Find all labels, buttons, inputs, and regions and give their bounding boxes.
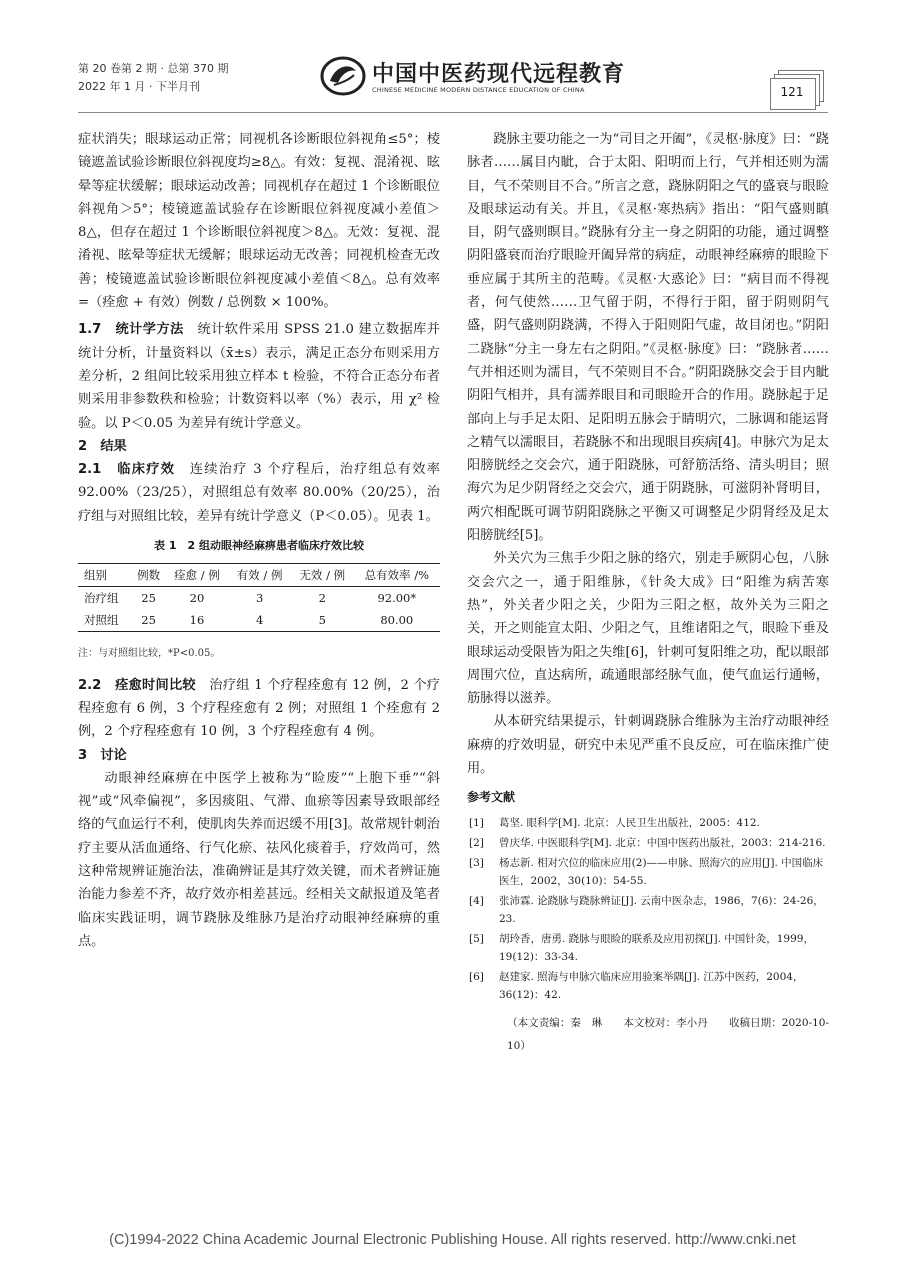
ref-text: 赵建家. 照海与申脉穴临床应用验案举隅[J]. 江苏中医药，2004，36(12)：42.	[499, 970, 804, 1001]
ref-text: 胡玲香，唐勇. 跷脉与眼睑的联系及应用初探[J]. 中国针灸，1999，19(12)：33-34.	[499, 932, 814, 963]
section-3-title: 3 讨论	[78, 747, 127, 763]
col-cases: 例数	[137, 568, 161, 583]
journal-masthead	[320, 55, 626, 99]
section-2-2-title: 2.2 痊愈时间比较	[78, 677, 196, 693]
discussion-paragraph-2: 跷脉主要功能之一为“司目之开阖”，《灵枢·脉度》曰：“跷脉者……属目内眦，合于太阳、阳明而上行，气并相还则为濡目，气不荣则目不合。”所言之意，跷脉阴阳之气的盛衰与眼睑及眼球运动有关。并且，《灵枢·寒热病》指出：“阳气盛则瞋目，阴气盛则瞑目。”跷脉有分主一身之阴阳的功能，通过调整阴阳盛衰而治疗眼睑开阖异常的病症，动眼神经麻痹的眼睑下垂应属于其所主的范畴。《灵枢·大惑论》曰：“病目而不得视者，何气使然……卫气留于阴，不得行于阳，留于阴则阴气盛，阴气盛则阴跷满，不得入于阳则阳气虚，故目闭也。”阴阳二跷脉“分主一身左右之阴阳。”《灵枢·脉度》曰：“跷脉者……气并相还则为濡目，气不荣则目不合。”阴阳跷脉交会于目内眦阴阳气相并，具有濡养眼目和司眼睑开合的作用。跷脉起于足部向上与手足太阳、足阳明五脉会于睛明穴，二脉调和能运肾之精气以濡眼目，若跷脉不和出现眼目疾病[4]。申脉穴为足太阳膀胱经之交会穴，通于阳跷脉，可舒筋活络、清头明目；照海穴为足少阴肾经之交会穴，通于阴跷脉，可滋阴补肾明目，两穴相配既可调节阴阳跷脉之平衡又可调整足少阴肾经及足太阳膀胱经[5]。	[467, 132, 829, 544]
cell: 16	[189, 613, 205, 628]
results-2-2	[78, 674, 440, 744]
col-ineffective: 无效 / 例	[299, 568, 346, 583]
page-number: 121	[780, 85, 804, 99]
ref-text: 葛坚. 眼科学[M]. 北京：人民卫生出版社，2005：412.	[499, 816, 760, 829]
ref-number: [6]	[469, 970, 484, 983]
cell: 2	[318, 591, 326, 606]
discussion-paragraph-3: 外关穴为三焦手少阳之脉的络穴，别走手厥阴心包，八脉交会穴之一，通于阳维脉，《针灸大成》曰“阳维为病苦寒热”，外关者少阳之关，少阳为三阳之枢，故外关为三阳之关，开之则能宣太阳、少阳之气，且维诸阳之气，眼睑下垂及眼球运动受限皆为阳之失维[6]，针刺可复阳维之功，配以眼部周围穴位，直达病所，疏通眼部经脉气血，使气血运行通畅，筋脉得以滋养。	[467, 551, 829, 707]
cell: 对照组	[84, 613, 119, 628]
ref-text: 曾庆华. 中医眼科学[M]. 北京：中国中医药出版社，2003：214-216.	[499, 836, 826, 849]
results-2-1	[78, 458, 440, 528]
reference-item	[467, 834, 829, 852]
journal-title-cn: 中国中医药现代远程教育	[372, 62, 626, 87]
table-header-row	[78, 564, 440, 587]
efficacy-table	[78, 563, 440, 632]
ref-number: [4]	[469, 894, 484, 907]
section-1-7-title: 1.7 统计学方法	[78, 322, 184, 338]
col-cured: 痊愈 / 例	[174, 568, 220, 583]
section-1-7-text: 统计软件采用 SPSS 21.0 建立数据库并统计分析，计量资料以（x̄±s）表示，满足正态分布则采用方差分析，2 组间比较采用独立样本 t 检验，不符合正态分布者则采用非参数秩和检验；计数资料以率（%）表示，用 χ² 检验。以 P＜0.05 为差异有统计学意义。	[78, 322, 440, 431]
table-title: 表 1 2 组动眼神经麻痹患者临床疗效比较	[154, 539, 364, 553]
editor-info: （本文责编：秦 琳 本文校对：李小丹 收稿日期：2020-10-10）	[507, 1016, 829, 1052]
left-column	[78, 128, 440, 953]
section-2-title: 2 结果	[78, 438, 127, 454]
ref-number: [5]	[469, 932, 484, 945]
col-group: 组别	[84, 568, 107, 583]
reference-item	[467, 892, 829, 928]
section-2-2-text: 治疗组 1 个疗程痊愈有 12 例，2 个疗程痊愈有 6 例，3 个疗程痊愈有 2 例；对照组 1 个痊愈有 2 例，2 个疗程痊愈有 10 例，3 个疗程痊愈有 4 例。	[78, 677, 440, 740]
discussion-paragraph-1: 动眼神经麻痹在中医学上被称为“睑废”“上胞下垂”“斜视”或“风牵偏视”，多因痰阻、气滞、血瘀等因素导致眼部经络的气血运行不利，使肌肉失养而迟缓不用[3]。故常规针刺治疗主要从活血通络、行气化瘀、祛风化痰着手，疗效尚可，然这种常规辨证施治法，准确辨证是其疗效关键，而术者辨证施治能力参差不齐，故疗效亦相差甚远。经相关文献报道及笔者临床实践证明，调节跷脉及维脉乃是治疗动眼神经麻痹的重点。	[78, 770, 440, 949]
criteria-paragraph: 症状消失；眼球运动正常；同视机各诊断眼位斜视角≤5°；棱镜遮盖试验诊断眼位斜视度均≥8△。有效：复视、混淆视、眩晕等症状缓解；眼球运动改善；同视机存在超过 1 个诊断眼位斜视角＞5°；棱镜遮盖试验存在诊断眼位斜视度减小差值＞8△，但存在超过 1 个诊断眼位斜视度＞8△。无效：复视、混淆视、眩晕等症状无缓解；眼球运动无改善；同视机检查无改善；棱镜遮盖试验诊断眼位斜视度减小差值＜8△。总有效率 =（痊愈 + 有效）例数 / 总例数 × 100%。	[78, 132, 440, 311]
journal-logo-icon	[320, 55, 366, 97]
date-line: 2022 年 1 月 · 下半月刊	[78, 80, 200, 93]
table-row	[78, 587, 440, 610]
issue-info	[78, 60, 228, 96]
right-column	[467, 128, 829, 1058]
section-2-1-title: 2.1 临床疗效	[78, 462, 176, 478]
references-title: 参考文献	[467, 790, 516, 805]
page-number-box	[770, 70, 822, 110]
cell: 25	[141, 613, 156, 628]
reference-item	[467, 814, 829, 832]
cell: 20	[189, 591, 205, 606]
reference-item	[467, 930, 829, 966]
header-rule	[78, 112, 828, 113]
col-total-rate: 总有效率 /%	[364, 568, 430, 583]
stats-section	[78, 318, 440, 434]
journal-title-en: CHINESE MEDICINE MODERN DISTANCE EDUCATION OF CHINA	[372, 86, 585, 94]
reference-item	[467, 968, 829, 1004]
ref-number: [3]	[469, 856, 484, 869]
ref-number: [1]	[469, 816, 484, 829]
volume-line: 第 20 卷第 2 期 · 总第 370 期	[78, 62, 229, 75]
cell: 5	[318, 613, 326, 628]
conclusion-paragraph: 从本研究结果提示，针刺调跷脉合维脉为主治疗动眼神经麻痹的疗效明显，研究中未见严重不良反应，可在临床推广使用。	[467, 714, 829, 777]
copyright-footer: (C)1994-2022 China Academic Journal Electronic Publishing House. All rights reserved. http://www.cnki.net	[109, 1232, 796, 1248]
ref-number: [2]	[469, 836, 484, 849]
table-note: 注：与对照组比较，*P<0.05。	[78, 648, 221, 660]
references-list	[467, 814, 829, 1004]
table-row	[78, 609, 440, 632]
reference-item	[467, 854, 829, 890]
section-2-1-text: 连续治疗 3 个疗程后，治疗组总有效率 92.00%（23/25），对照组总有效率 80.00%（20/25），治疗组与对照组比较，差异有统计学意义（P＜0.05）。见表 1。	[78, 462, 440, 524]
ref-text: 杨志新. 相对穴位的临床应用(2)——申脉、照海穴的应用[J]. 中国临床医生，2002，30(10)：54-55.	[499, 856, 824, 887]
col-effective: 有效 / 例	[236, 568, 283, 583]
cell: 治疗组	[84, 591, 119, 606]
cell: 3	[255, 591, 264, 606]
cell: 92.00*	[377, 591, 417, 606]
cell: 80.00	[380, 613, 414, 628]
cell: 4	[255, 613, 264, 628]
cell: 25	[141, 591, 156, 606]
ref-text: 张沛霖. 论跷脉与跷脉辨证[J]. 云南中医杂志，1986，7(6)：24-26，23.	[499, 894, 824, 925]
